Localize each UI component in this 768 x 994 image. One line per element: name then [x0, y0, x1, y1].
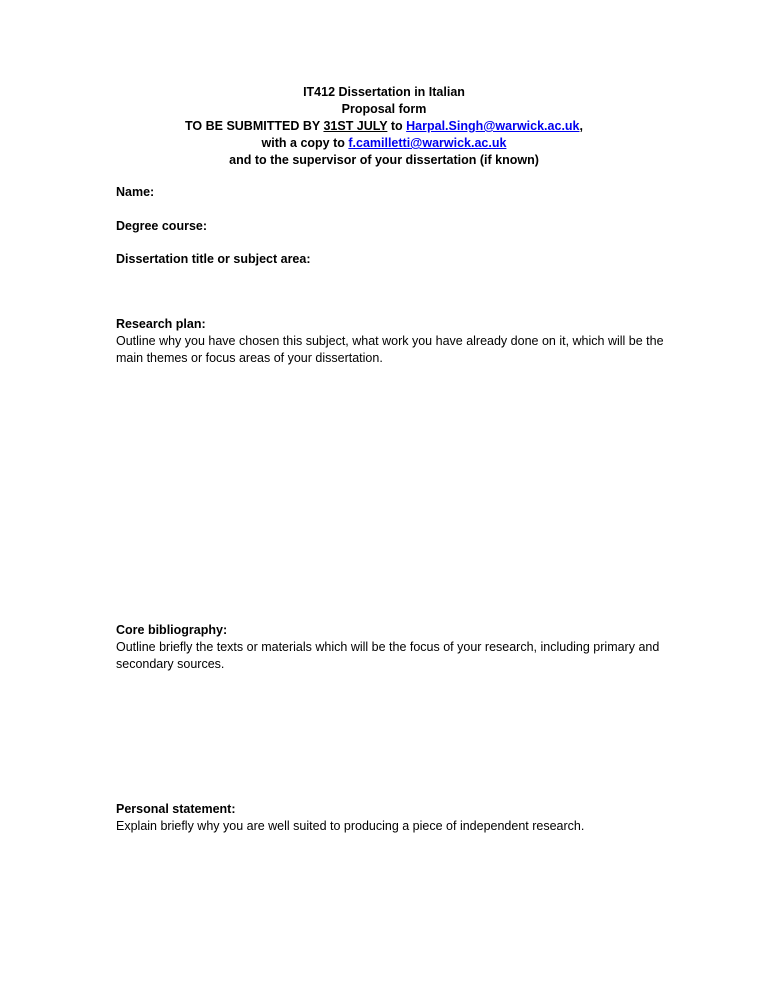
name-field: [116, 184, 676, 201]
submit-prefix: TO BE SUBMITTED BY: [185, 119, 324, 133]
personal-statement-field: [116, 801, 676, 835]
research-plan-label: Research plan:: [116, 317, 206, 331]
submission-instruction: [0, 118, 768, 135]
form-subtitle: Proposal form: [341, 102, 427, 116]
personal-statement-description: Explain briefly why you are well suited to producing a piece of independent research.: [116, 819, 585, 833]
submission-deadline: 31ST JULY: [323, 119, 388, 133]
supervisor-instruction: and to the supervisor of your dissertation (if known): [229, 153, 539, 167]
core-bibliography-field: [116, 622, 676, 673]
core-bibliography-description: Outline briefly the texts or materials which will be the focus of your research, including primary and secondary sources.: [116, 640, 660, 671]
copy-email-link[interactable]: f.camilletti@warwick.ac.uk: [348, 136, 507, 150]
copy-prefix: with a copy to: [261, 136, 349, 150]
primary-email-link[interactable]: Harpal.Singh@warwick.ac.uk: [406, 119, 580, 133]
submit-to-text: to: [387, 119, 407, 133]
personal-statement-label: Personal statement:: [116, 802, 236, 816]
research-plan-description: Outline why you have chosen this subject, what work you have already done on it, which will be the main themes or focus areas of your dissertation.: [116, 334, 664, 365]
degree-course-label: Degree course:: [116, 219, 208, 233]
form-header: [0, 84, 768, 169]
dissertation-title-label: Dissertation title or subject area:: [116, 252, 311, 266]
dissertation-title-field: [116, 251, 676, 268]
submit-suffix: ,: [579, 119, 583, 133]
core-bibliography-label: Core bibliography:: [116, 623, 228, 637]
copy-instruction: [0, 135, 768, 152]
degree-course-field: [116, 218, 676, 235]
form-title: IT412 Dissertation in Italian: [303, 85, 465, 99]
research-plan-field: [116, 316, 676, 367]
name-label: Name:: [116, 185, 155, 199]
